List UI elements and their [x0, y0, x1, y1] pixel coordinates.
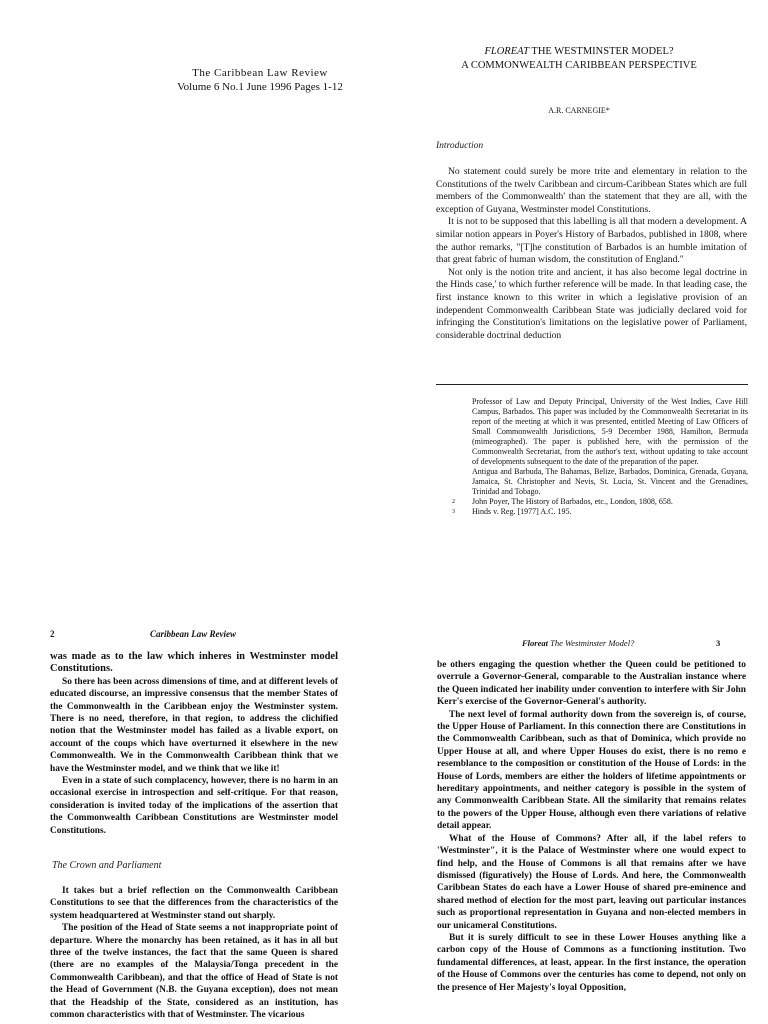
footnote-2-number: 2 [452, 499, 455, 505]
page2-body [50, 651, 338, 837]
paragraph: It takes but a brief reflection on the Commonwealth Caribbean Constitutions to see that the differences from the characteristics of the system headquartered at Westminster stand out sharply. [50, 886, 338, 921]
section-heading: The Crown and Parliament [52, 860, 162, 871]
footnote-1: Antigua and Barbuda, The Bahamas, Belize, Barbados, Dominica, Grenada, Guyana, Jamaica, St. Christopher and Nevis, St. Lucia, St. Vincent and the Grenadines, Trinidad and Tobago. [472, 467, 748, 496]
footnote-2-text: John Poyer, The History of Barbados, etc., London, 1808, 658. [472, 497, 673, 506]
footnote-3-text: Hinds v. Reg. [1977] A.C. 195. [472, 507, 572, 516]
paragraph: So there has been across dimensions of time, and at different levels of educated discourse, an impressive consensus that the member States of the Commonwealth in the Caribbean enjoy the Westminster system. There is no need, therefore, in that region, to address the clichified notion that the Westminster model has failed as a livable export, on account of the coups which have overturned it elsewhere in the new Commonwealth. We in the Commonwealth Caribbean think that we have the Westminster model, and we think that we like it! [50, 676, 338, 774]
article-author: A.R. CARNEGIE* [548, 106, 610, 115]
footnote-3-number: 3 [452, 509, 455, 515]
paragraph: The next level of formal authority down from the sovereign is, of course, the Upper House of Parliament. In this connection there are Constitutions in the Commonwealth Caribbean, such as that of Dominica, which provide no Upper House at all, and where Upper Houses do exist, there is no remo e resemblance to the composition or constitution of the House of Lords: in the House of Lords, members are either the holders of lifetime appointments or hereditary appointments, and neither category is possible in the system of any Commonwealth Caribbean State. All the similarity that remains relates to the powers of the Upper House, although even there variations of relative detail appear. [437, 709, 746, 832]
article-title-italic: FLOREAT [484, 46, 529, 57]
paragraph: be others engaging the question whether the Queen could be petitioned to overrule a Governor-General, comparable to the Australian instance where the Queen indicated her inability under convention to interfere with Sir John Kerr's exercise of the Governor-General's authority. [437, 660, 746, 708]
intro-heading: Introduction [436, 141, 484, 151]
paragraph: No statement could surely be more trite and elementary in relation to the Constitutions of the twelv Caribbean and circum-Caribbean States which are full members of the Commonwealth' than the statement that they are all, with the exception of Guyana, Westminster model Constitutions. [436, 166, 747, 215]
footnote-star: Professor of Law and Deputy Principal, University of the West Indies, Cave Hill Campus, Barbados. This paper was included by the Commonwealth Secretariat in its report of the meeting at which it was presented, entitled Meeting of Law Officers of Small Commonwealth Jurisdictions, 5-9 December 1988, Hamilton, Bermuda (mimeographed). The paper is published here, with the permission of the Commonwealth Secretariat, from the author's text, without updating to take account of developments subsequent to the date of the preparation of the paper. [472, 397, 748, 466]
article-subtitle: A COMMONWEALTH CARIBBEAN PERSPECTIVE [461, 60, 697, 71]
page-3-running-head [522, 638, 634, 648]
page-2-number: 2 [50, 629, 55, 639]
footnote-2 [452, 497, 748, 507]
journal-header [130, 66, 390, 94]
footnote-3 [452, 507, 748, 517]
footnotes [452, 397, 748, 517]
paragraph: was made as to the law which inheres in Westminster model Constitutions. [50, 651, 338, 675]
article-title [420, 45, 738, 59]
article-title-rest: THE WESTMINSTER MODEL? [531, 46, 674, 57]
page-2-running-head: Caribbean Law Review [150, 629, 236, 639]
page2-body-2 [50, 885, 338, 1021]
paragraph: Even in a state of such complacency, however, there is no harm in an occasional exercise in introspection and self-critique. For that reason, consideration is invited today of the implications of the assertion that the Commonwealth Caribbean Constitutions are Westminster model Constitutions. [50, 776, 338, 836]
paragraph: It is not to be supposed that this labelling is all that modern a development. A similar notion appears in Poyer's History of Barbados, published in 1808, where the author remarks, "[T]he constitution of Barbados is an humble imitation of that great fabric of human wisdom, the constitution of England." [436, 216, 747, 266]
paragraph: Not only is the notion trite and ancient, it has also become legal doctrine in the Hinds case,' to which further reference will be made. In that leading case, the first instance known to this writer in which a legislative provision of an independent Commonwealth Caribbean State was judicially declared void for infringing the Constitution's limitations on the legislative power of Parliament, considerable doctrinal deduction [436, 266, 747, 341]
paragraph: But it is surely difficult to see in these Lower Houses anything like a carbon copy of the House of Commons as a functioning institution. Two fundamental differences, at least, appear. In the first instance, the operation of the House of Commons over the centuries has come to depend, not only on the presence of Her Majesty's loyal Opposition, [437, 932, 746, 993]
page-3-number: 3 [716, 638, 721, 648]
page3-body [437, 659, 746, 994]
running-head-title: The Westminster Model? [550, 638, 635, 648]
paragraph: The position of the Head of State seems a not inappropriate point of departure. Where the monarchy has been retained, as it has in all but three of the twelve instances, the fact that the same Queen is shared (there are no examples of the Malaysia/Tonga precedent in the Commonwealth Caribbean), and that the office of Head of State is not the Head of Government (N.B. the Guyana exception), does not mean that the Headship of the State, considered as an institution, has common characteristics with that of Westminster. The vicarious [50, 923, 338, 1021]
footnote-divider [436, 384, 748, 385]
running-head-floreat: Floreat [522, 638, 548, 648]
journal-title: The Caribbean Law Review [192, 67, 328, 79]
article-title-block [420, 45, 738, 73]
journal-issue: Volume 6 No.1 June 1996 Pages 1-12 [177, 81, 343, 93]
page1-body [436, 166, 747, 342]
paragraph: What of the House of Commons? After all, if the label refers to 'Westminster", it is the Palace of Westminster where one would expect to find help, and the House of Commons is all that remains after we have dismissed (figuratively) the House of Lords. And here, the Commonwealth Caribbean States do each have a Lower House of shared pre-eminence and shared method of election for the most part, leaving out particular instances such as proportional representation in Guyana and non-elected members in our unicameral Constitutions. [437, 833, 746, 931]
